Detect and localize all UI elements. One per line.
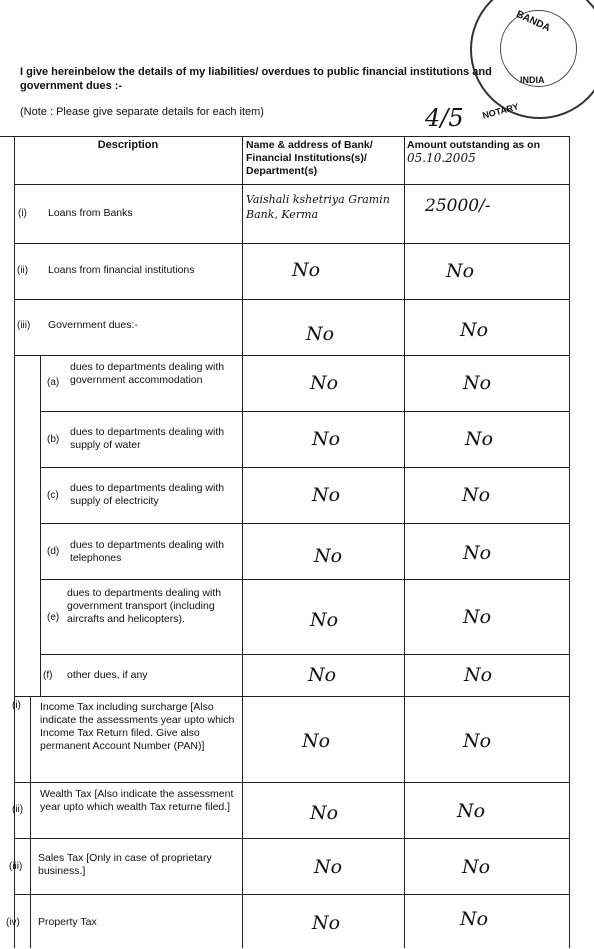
row-num: (i) — [18, 208, 27, 219]
header-amount — [407, 139, 567, 166]
row-desc: Property Tax — [38, 916, 97, 928]
page-mark: 4/5 — [425, 104, 464, 132]
row-desc: Loans from financial institutions — [48, 264, 195, 276]
intro-line-1: I give hereinbelow the details of my liabilities/ overdues to public financial institutions and — [20, 66, 492, 78]
row-desc: dues to departments dealing with government transport (including aircrafts and helicopters). — [67, 587, 222, 625]
row-bank: No — [302, 730, 331, 752]
row-num: (d) — [47, 546, 60, 557]
header-description: Description — [97, 139, 159, 151]
row-desc: Loans from Banks — [48, 207, 133, 219]
row-desc: Wealth Tax [Also indicate the assessment year upto which wealth Tax returne filed.] — [40, 788, 234, 813]
row-num: (c) — [47, 490, 59, 501]
header-bank: Name & address of Bank/ Financial Institutions(s)/ Department(s) — [246, 139, 373, 177]
row-bank: No — [308, 664, 337, 686]
row-desc: dues to departments dealing with supply of electricity — [70, 482, 225, 507]
intro-line-2: government dues :- — [20, 80, 123, 92]
row-num: (ii) — [17, 265, 29, 276]
header-amount-date: 05.10.2005 — [407, 151, 476, 165]
row-num: (ii) — [12, 804, 24, 815]
row-num: (i) — [12, 700, 21, 711]
row-desc: other dues, if any — [67, 669, 148, 681]
row-bank: No — [312, 484, 341, 506]
header-amount-prefix: Amount outstanding as on — [407, 139, 540, 151]
row-amount: 25000/- — [425, 196, 491, 216]
row-bank: No — [306, 323, 335, 345]
row-bank: No — [312, 428, 341, 450]
row-bank: Vaishali kshetriya Gramin Bank, Kerma — [246, 193, 390, 221]
row-desc: Income Tax including surcharge [Also indicate the assessments year upto which Income Tax Return filed. Give also permanent Account Number (PAN)] — [40, 701, 235, 752]
intro-note: (Note : Please give separate details for each item) — [20, 106, 264, 118]
row-bank: No — [314, 856, 343, 878]
row-num: (b) — [47, 434, 60, 445]
row-num: (f) — [43, 670, 53, 681]
row-amount: No — [463, 542, 492, 564]
row-amount: No — [463, 730, 492, 752]
row-amount: No — [460, 908, 489, 930]
row-desc: dues to departments dealing with telephones — [70, 539, 225, 564]
row-num: (iv) — [6, 917, 20, 928]
row-bank: No — [314, 545, 343, 567]
row-bank: No — [310, 372, 339, 394]
row-num: (iii) — [9, 861, 23, 872]
row-desc: Sales Tax [Only in case of proprietary business.] — [38, 852, 212, 877]
row-amount: No — [457, 800, 486, 822]
stamp-country: INDIA — [520, 75, 545, 85]
stamp-bottom-text: NOTARY — [481, 101, 520, 121]
row-num: (e) — [47, 612, 60, 623]
row-bank: No — [292, 259, 321, 281]
row-desc: Government dues:- — [48, 319, 138, 331]
row-amount: No — [463, 372, 492, 394]
row-amount: No — [462, 484, 491, 506]
row-amount: No — [465, 428, 494, 450]
row-bank: No — [310, 609, 339, 631]
row-amount: No — [464, 664, 493, 686]
row-bank: No — [312, 912, 341, 934]
row-amount: No — [446, 260, 475, 282]
row-num: (a) — [47, 377, 60, 388]
row-desc: dues to departments dealing with government accommodation — [70, 361, 225, 386]
stamp-top-text: BANDA — [514, 8, 552, 35]
row-amount: No — [462, 856, 491, 878]
row-bank: No — [310, 802, 339, 824]
row-desc: dues to departments dealing with supply of water — [70, 426, 225, 451]
row-amount: No — [463, 606, 492, 628]
row-amount: No — [460, 319, 489, 341]
row-num: (iii) — [17, 320, 31, 331]
